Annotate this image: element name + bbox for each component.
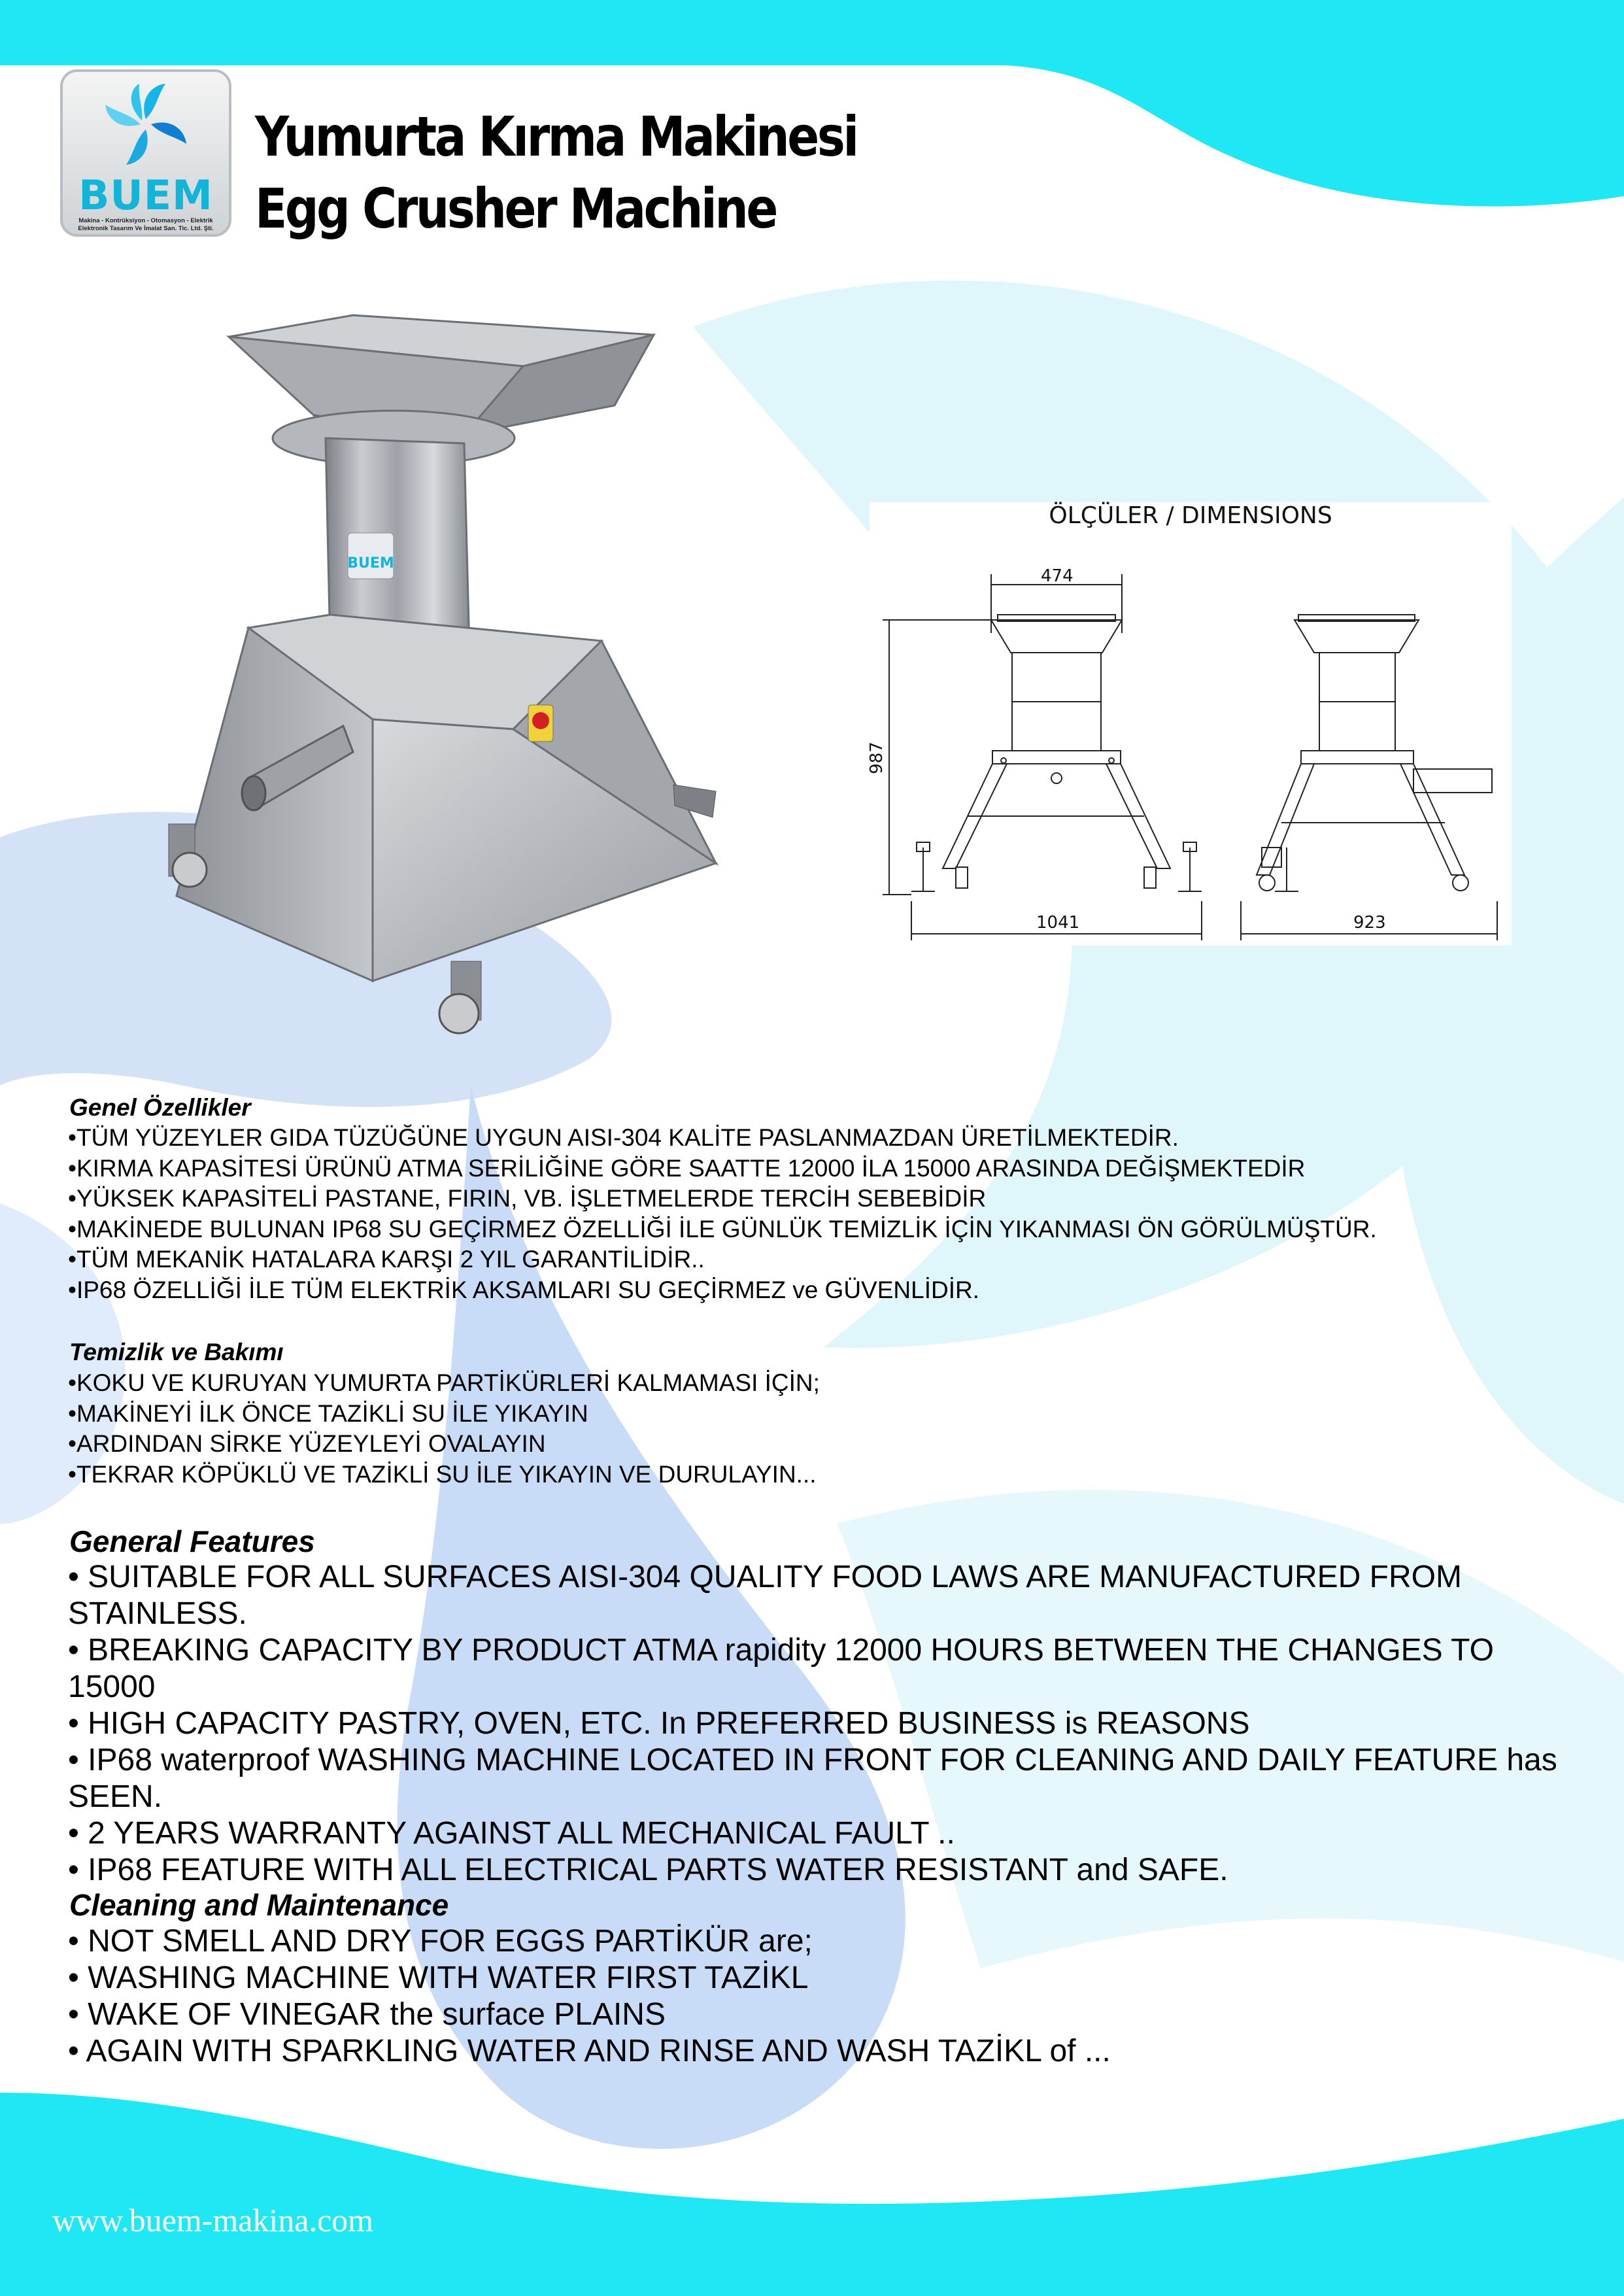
logo-wordmark: BUEM — [78, 171, 213, 219]
tagline-line-2: Elektronik Tasarım Ve İmalat San. Tic. Ltd. Şti. — [78, 225, 214, 232]
logo-tagline — [68, 217, 224, 233]
list-item: •KIRMA KAPASİTESİ ÜRÜNÜ ATMA SERİLİĞİNE GÖRE SAATTE 12000 İLA 15000 ARASINDA DEĞİŞMEKTEDİR — [68, 1154, 1306, 1182]
genel-heading: Genel Özellikler — [69, 1094, 251, 1121]
general-heading: General Features — [69, 1524, 315, 1558]
list-item: •KOKU VE KURUYAN YUMURTA PARTİKÜRLERİ KALMAMASI İÇİN; — [68, 1369, 820, 1396]
list-item: • AGAIN WITH SPARKLING WATER AND RINSE AND WASH TAZİKL of ... — [68, 2034, 1111, 2068]
dim-width: 923 — [1353, 913, 1386, 933]
list-item: • 2 YEARS WARRANTY AGAINST ALL MECHANICAL FAULT .. — [68, 1816, 955, 1851]
general-list — [68, 1559, 1572, 1889]
list-item: •MAKİNEYİ İLK ÖNCE TAZİKLİ SU İLE YIKAYIN — [68, 1399, 588, 1427]
list-item: •TÜM YÜZEYLER GIDA TÜZÜĞÜNE UYGUN AISI-304 KALİTE PASLANMAZDAN ÜRETİLMEKTEDİR. — [68, 1124, 1179, 1151]
list-item: • IP68 FEATURE WITH ALL ELECTRICAL PARTS WATER RESISTANT and SAFE. — [68, 1853, 1228, 1887]
title-english: Egg Crusher Machine — [255, 177, 776, 241]
dim-top-width: 474 — [1041, 566, 1074, 586]
website-link[interactable]: www.buem-makina.com — [52, 2202, 374, 2238]
machine-illustration — [157, 275, 745, 1059]
technical-drawing — [870, 502, 1512, 946]
company-logo — [60, 69, 231, 237]
list-item: • WAKE OF VINEGAR the surface PLAINS — [68, 1997, 666, 2032]
pinwheel-icon — [63, 72, 229, 170]
cleaning-list — [68, 1923, 1572, 2070]
dim-length: 1041 — [1036, 913, 1080, 933]
list-item: •TEKRAR KÖPÜKLÜ VE TAZİKLİ SU İLE YIKAYIN VE DURULAYIN... — [68, 1460, 817, 1488]
list-item: • SUITABLE FOR ALL SURFACES AISI-304 QUALITY FOOD LAWS ARE MANUFACTURED FROM STAINLESS. — [68, 1560, 1462, 1631]
list-item: •YÜKSEK KAPASİTELİ PASTANE, FIRIN, VB. İŞLETMELERDE TERCİH SEBEBİDİR — [68, 1185, 987, 1212]
list-item: • HIGH CAPACITY PASTRY, OVEN, ETC. In PREFERRED BUSINESS is REASONS — [68, 1706, 1250, 1741]
temizlik-list — [68, 1368, 820, 1490]
tagline-line-1: Makina - Kontrüksiyon - Otomasyon - Elektrik — [78, 217, 213, 224]
list-item: •ARDINDAN SİRKE YÜZEYLEYİ OVALAYIN — [68, 1430, 546, 1457]
list-item: • IP68 waterproof WASHING MACHINE LOCATED IN FRONT FOR CLEANING AND DAILY FEATURE has SEEN. — [68, 1743, 1557, 1814]
cleaning-heading: Cleaning and Maintenance — [69, 1888, 449, 1922]
dimensions-panel — [866, 502, 1512, 946]
machine-badge: BUEM — [347, 555, 394, 572]
list-item: •TÜM MEKANİK HATALARA KARŞI 2 YIL GARANTİLİDİR.. — [68, 1246, 705, 1273]
dim-height: 987 — [866, 742, 887, 774]
list-item: • NOT SMELL AND DRY FOR EGGS PARTİKÜR are; — [68, 1924, 813, 1959]
list-item: • WASHING MACHINE WITH WATER FIRST TAZİKL — [68, 1961, 809, 1995]
genel-list — [68, 1123, 1377, 1305]
list-item: •IP68 ÖZELLİĞİ İLE TÜM ELEKTRİK AKSAMLARI SU GEÇİRMEZ ve GÜVENLİDİR. — [68, 1276, 979, 1303]
temizlik-heading: Temizlik ve Bakımı — [69, 1339, 284, 1365]
dimensions-title: ÖLÇÜLER / DIMENSIONS — [1049, 502, 1332, 529]
title-turkish: Yumurta Kırma Makinesi — [255, 105, 857, 169]
list-item: • BREAKING CAPACITY BY PRODUCT ATMA rapidity 12000 HOURS BETWEEN THE CHANGES TO 15000 — [68, 1633, 1494, 1704]
list-item: •MAKİNEDE BULUNAN IP68 SU GEÇİRMEZ ÖZELLİĞİ İLE GÜNLÜK TEMİZLİK İÇİN YIKANMASI ÖN GÖRÜLMÜŞTÜR. — [68, 1215, 1377, 1242]
